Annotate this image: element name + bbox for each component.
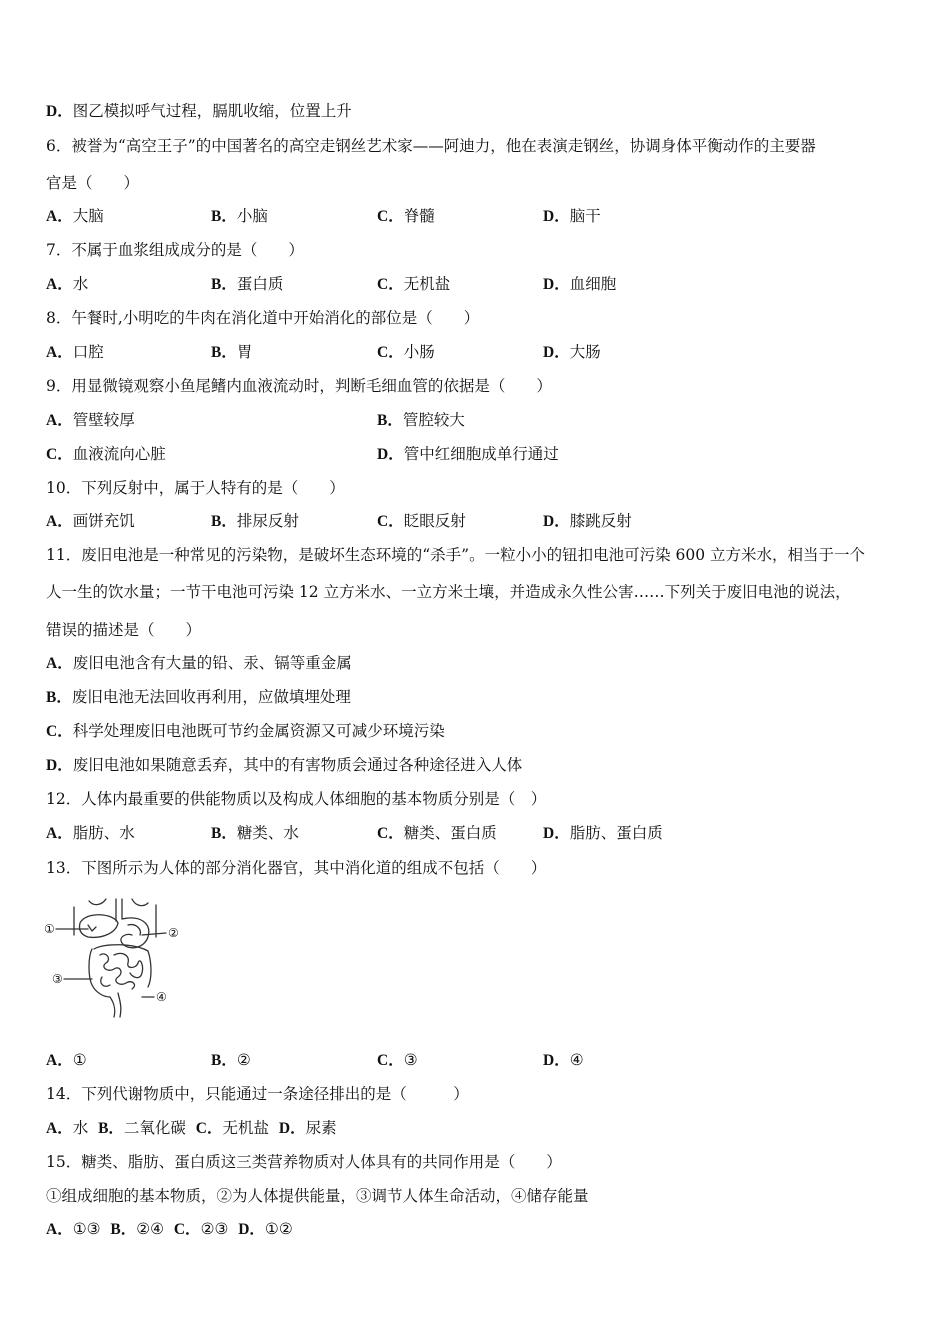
option-text: ②③ — [200, 1220, 229, 1238]
option-label: A． — [46, 1221, 73, 1238]
option-text: ①② — [264, 1220, 293, 1238]
option-text: ①③ — [72, 1220, 101, 1238]
q14-stem: 14．下列代谢物质中，只能通过一条途径排出的是（ ） — [46, 1085, 469, 1103]
q7-option-d — [543, 274, 616, 295]
option-label: A． — [46, 276, 73, 293]
option-text: 胃 — [236, 343, 253, 361]
option-text: 蛋白质 — [236, 275, 284, 293]
option-label: B． — [211, 1052, 237, 1069]
option-text: 管腔较大 — [402, 411, 465, 429]
option-label: C． — [173, 1221, 201, 1238]
q6-stem: 6．被誉为“高空王子”的中国著名的高空走钢丝艺术家——阿迪力，他在表演走钢丝，协调身体平衡动作的主要器 — [46, 137, 816, 155]
option-label: D． — [377, 446, 404, 463]
figure-label-1: ① — [44, 922, 55, 936]
option-text: 小脑 — [236, 207, 268, 225]
option-label: C． — [377, 513, 404, 530]
q7-option-a — [46, 274, 88, 295]
option-text: 大脑 — [72, 207, 104, 225]
q10-option-b — [211, 511, 299, 532]
option-label: C． — [377, 825, 404, 842]
option-text: 废旧电池含有大量的铅、汞、镉等重金属 — [72, 654, 352, 672]
q9-option-d — [377, 444, 559, 465]
option-text: 排尿反射 — [236, 512, 299, 530]
option-text: 管壁较厚 — [72, 411, 135, 429]
q8-option-d — [543, 342, 601, 363]
option-label: D． — [238, 1221, 265, 1238]
q6-stem-cont: 官是（ ） — [46, 174, 140, 192]
option-label: B． — [46, 689, 72, 706]
q11-option-c — [46, 721, 445, 742]
digestive-system-figure — [44, 893, 184, 1021]
option-text: 糖类、水 — [236, 824, 299, 842]
q6-option-c — [377, 206, 435, 227]
q9-option-c — [46, 444, 166, 465]
q13-stem: 13．下图所示为人体的部分消化器官，其中消化道的组成不包括（ ） — [46, 859, 547, 877]
option-text: 眨眼反射 — [403, 512, 466, 530]
q13-option-c — [377, 1050, 418, 1071]
q11-stem: 11．废旧电池是一种常见的污染物，是破坏生态环境的“杀手”。一粒小小的钮扣电池可污染 600 立方米水，相当于一个 — [46, 546, 866, 564]
option-text: 尿素 — [305, 1119, 337, 1137]
q11-stem-cont2: 错误的描述是（ ） — [46, 621, 202, 639]
q8-option-c — [377, 342, 435, 363]
q10-stem: 10．下列反射中，属于人特有的是（ ） — [46, 479, 345, 497]
q15-options — [46, 1219, 293, 1240]
q7-stem: 7．不属于血浆组成成分的是（ ） — [46, 241, 304, 259]
option-label: A． — [46, 1120, 73, 1137]
option-label: A． — [46, 208, 73, 225]
option-text: 管中红细胞成单行通过 — [403, 445, 559, 463]
q9-option-a — [46, 410, 135, 431]
option-text: 水 — [72, 275, 89, 293]
option-text: 脂肪、蛋白质 — [569, 824, 663, 842]
option-label: B． — [211, 276, 237, 293]
option-label: B． — [211, 208, 237, 225]
option-text: 废旧电池无法回收再利用，应做填埋处理 — [71, 688, 351, 706]
q12-option-b — [211, 823, 299, 844]
option-text: ① — [72, 1051, 87, 1069]
q13-option-b — [211, 1050, 251, 1071]
option-label: B． — [211, 825, 237, 842]
q10-option-a — [46, 511, 135, 532]
q12-option-a — [46, 823, 135, 844]
q8-option-b — [211, 342, 252, 363]
option-label: C． — [195, 1120, 223, 1137]
option-text: 科学处理废旧电池既可节约金属资源又可减少环境污染 — [72, 722, 445, 740]
option-label: D． — [46, 103, 73, 120]
option-label: B． — [110, 1221, 137, 1238]
option-text: ④ — [569, 1051, 584, 1069]
option-label: D． — [543, 344, 570, 361]
option-label: A． — [46, 825, 73, 842]
q5-option-d — [46, 101, 352, 122]
option-text: ②④ — [136, 1220, 164, 1238]
liver — [79, 915, 118, 938]
option-label: B． — [377, 412, 403, 429]
option-label: D． — [543, 208, 570, 225]
option-text: 水 — [72, 1119, 89, 1137]
option-label: A． — [46, 655, 73, 672]
option-text: 血液流向心脏 — [72, 445, 166, 463]
q15-statement: ①组成细胞的基本物质，②为人体提供能量，③调节人体生命活动，④储存能量 — [46, 1187, 589, 1205]
figure-label-4: ④ — [156, 990, 167, 1004]
option-label: B． — [211, 344, 237, 361]
option-label: B． — [98, 1120, 124, 1137]
q13-option-a — [46, 1050, 87, 1071]
option-label: D． — [543, 1052, 570, 1069]
option-text: 二氧化碳 — [123, 1119, 186, 1137]
q6-option-a — [46, 206, 104, 227]
q6-option-b — [211, 206, 268, 227]
option-label: D． — [543, 825, 570, 842]
option-text: ③ — [403, 1051, 418, 1069]
option-label: C． — [46, 723, 73, 740]
option-text: 脂肪、水 — [72, 824, 135, 842]
option-text: 口腔 — [72, 343, 104, 361]
option-text: 血细胞 — [569, 275, 617, 293]
option-label: D． — [543, 513, 570, 530]
q11-option-a — [46, 653, 352, 674]
q7-option-c — [377, 274, 450, 295]
q8-option-a — [46, 342, 104, 363]
option-label: C． — [377, 276, 404, 293]
option-label: A． — [46, 513, 73, 530]
option-text: 小肠 — [403, 343, 435, 361]
q9-option-b — [377, 410, 465, 431]
q11-option-b — [46, 687, 351, 708]
option-label: C． — [46, 446, 73, 463]
q7-option-b — [211, 274, 283, 295]
option-text: 膝跳反射 — [569, 512, 632, 530]
option-text: 糖类、蛋白质 — [403, 824, 497, 842]
stomach — [121, 918, 149, 948]
figure-label-2: ② — [168, 926, 179, 940]
q9-stem: 9．用显微镜观察小鱼尾鳍内血液流动时，判断毛细血管的依据是（ ） — [46, 377, 552, 395]
q12-option-c — [377, 823, 497, 844]
option-label: C． — [377, 1052, 404, 1069]
option-label: D． — [46, 757, 73, 774]
figure-label-3: ③ — [52, 972, 63, 986]
q11-stem-cont1: 人一生的饮水量；一节干电池可污染 12 立方米水、一立方米土壤，并造成永久性公害……下列关于废旧电池的说法， — [46, 583, 851, 601]
q10-option-d — [543, 511, 632, 532]
option-text: 画饼充饥 — [72, 512, 135, 530]
option-text: 废旧电池如果随意丢弃，其中的有害物质会通过各种途径进入人体 — [72, 756, 523, 774]
option-text: 图乙模拟呼气过程，膈肌收缩，位置上升 — [72, 102, 352, 120]
option-label: C． — [377, 344, 404, 361]
q8-stem: 8．午餐时,小明吃的牛肉在消化道中开始消化的部位是（ ） — [46, 309, 480, 327]
option-text: 脊髓 — [403, 207, 435, 225]
option-label: C． — [377, 208, 404, 225]
option-text: 大肠 — [569, 343, 601, 361]
option-label: D． — [543, 276, 570, 293]
option-label: A． — [46, 412, 73, 429]
option-text: ② — [236, 1051, 251, 1069]
q11-option-d — [46, 755, 522, 776]
q12-stem: 12．人体内最重要的供能物质以及构成人体细胞的基本物质分别是（ ） — [46, 790, 547, 808]
option-text: 脑干 — [569, 207, 601, 225]
q6-option-d — [543, 206, 601, 227]
option-label: D． — [278, 1120, 306, 1137]
q14-options — [46, 1118, 337, 1139]
q10-option-c — [377, 511, 466, 532]
option-text: 无机盐 — [403, 275, 451, 293]
q12-option-d — [543, 823, 663, 844]
q15-stem: 15．糖类、脂肪、蛋白质这三类营养物质对人体具有的共同作用是（ ） — [46, 1153, 562, 1171]
option-label: A． — [46, 1052, 73, 1069]
option-label: B． — [211, 513, 237, 530]
option-label: A． — [46, 344, 73, 361]
q13-option-d — [543, 1050, 584, 1071]
option-text: 无机盐 — [222, 1119, 270, 1137]
